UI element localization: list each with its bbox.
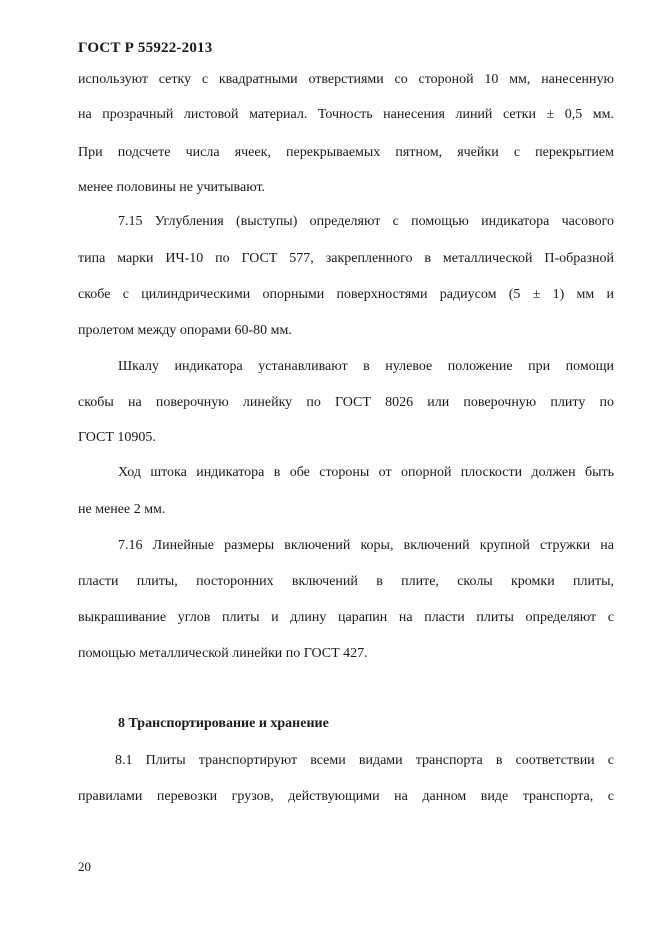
text-line: Шкалу индикатора устанавливают в нулевое положение при помощи <box>118 359 614 374</box>
text-line: выкрашивание углов плиты и длину царапин на пласти плиты определяют с <box>78 610 614 625</box>
page-number: 20 <box>78 859 91 874</box>
text-line: скобы на поверочную линейку по ГОСТ 8026 или поверочную плиту по <box>78 395 614 410</box>
text-line: на прозрачный листовой материал. Точность нанесения линий сетки ± 0,5 мм. <box>78 107 614 122</box>
text-line: пролетом между опорами 60-80 мм. <box>78 323 292 338</box>
text-line: не менее 2 мм. <box>78 502 166 517</box>
text-line: Ход штока индикатора в обе стороны от опорной плоскости должен быть <box>118 465 614 480</box>
standard-header: ГОСТ Р 55922-2013 <box>78 40 213 56</box>
text-line: При подсчете числа ячеек, перекрываемых пятном, ячейки с перекрытием <box>78 145 614 160</box>
text-line: правилами перевозки грузов, действующими на данном виде транспорта, с <box>78 789 614 804</box>
text-line: ГОСТ 10905. <box>78 430 156 445</box>
text-line: помощью металлической линейки по ГОСТ 427. <box>78 646 368 661</box>
text-line: 7.16 Линейные размеры включений коры, включений крупной стружки на <box>118 538 614 553</box>
text-line: 8.1 Плиты транспортируют всеми видами транспорта в соответствии с <box>115 753 614 768</box>
text-line: менее половины не учитывают. <box>78 180 266 195</box>
section-heading: 8 Транспортирование и хранение <box>118 716 329 731</box>
text-line: 7.15 Углубления (выступы) определяют с помощью индикатора часового <box>118 214 614 229</box>
text-line: пласти плиты, посторонних включений в плите, сколы кромки плиты, <box>78 574 614 589</box>
text-line: типа марки ИЧ-10 по ГОСТ 577, закрепленного в металлической П-образной <box>78 251 614 266</box>
text-line: используют сетку с квадратными отверстиями со стороной 10 мм, нанесенную <box>78 72 614 87</box>
text-line: скобе с цилиндрическими опорными поверхностями радиусом (5 ± 1) мм и <box>78 287 614 302</box>
